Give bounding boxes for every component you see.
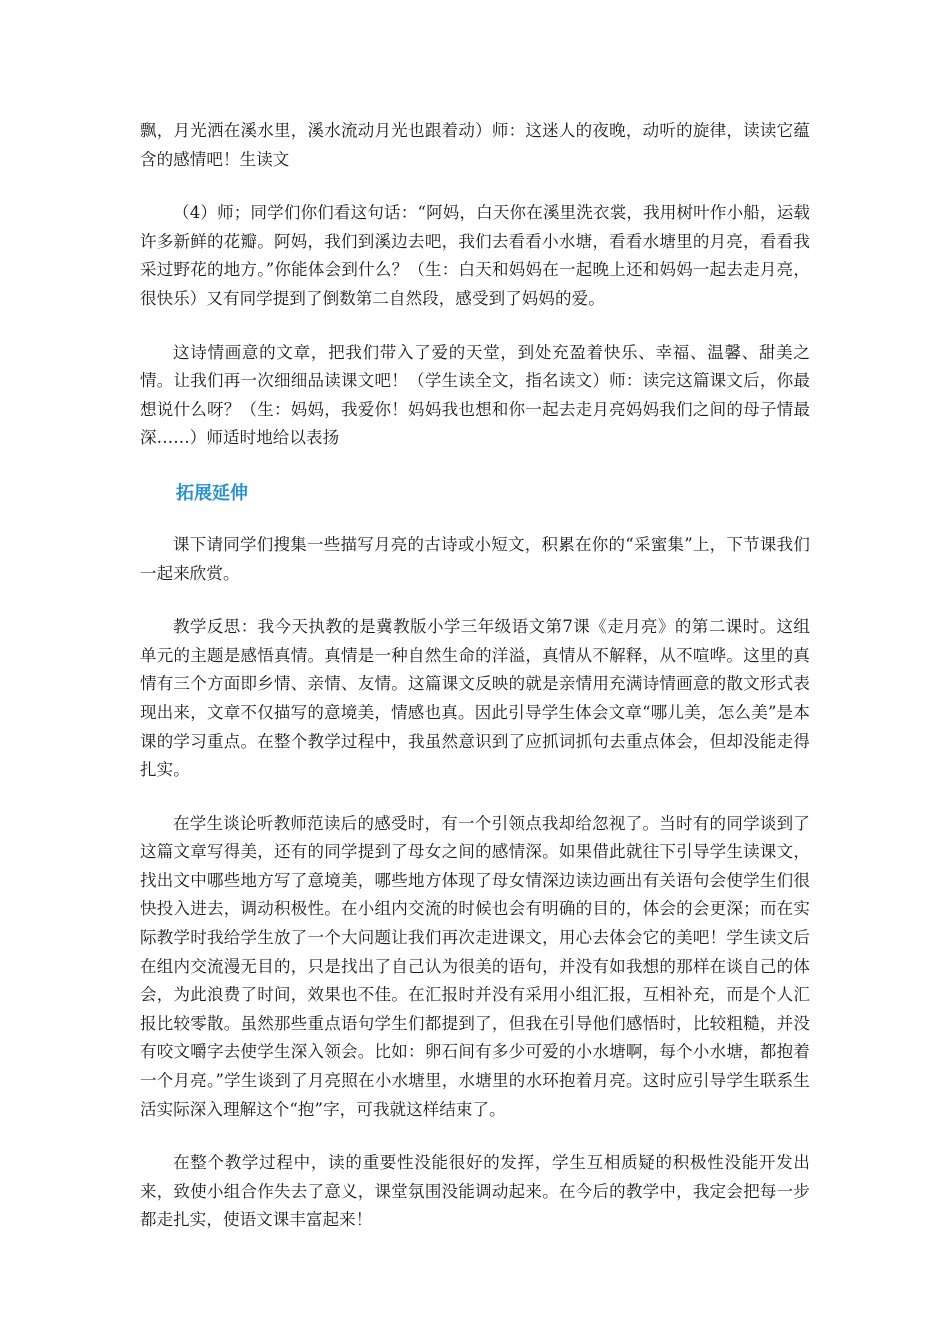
paragraph-summary: 这诗情画意的文章，把我们带入了爱的天堂，到处充盈着快乐、幸福、温馨、甜美之情。让我们再一次细细品读课文吧！（学生读全文，指名读文）师：读完这篇课文后，你最想说什么呀？（生：妈妈，我爱你！妈妈我也想和你一起去走月亮妈妈我们之间的母子情最深……）师适时地给以表扬 <box>140 342 810 448</box>
paragraph-continuation: 飘，月光洒在溪水里，溪水流动月光也跟着动）师：这迷人的夜晚，动听的旋律，读读它蕴含的感情吧！生读文 <box>140 121 810 169</box>
section-heading-extension: 拓展延伸 <box>176 482 248 504</box>
paragraph-step-4: （4）师；同学们你们看这句话：“阿妈，白天你在溪里洗衣裳，我用树叶作小船，运载许多新鲜的花瓣。阿妈，我们到溪边去吧，我们去看看小水塘，看看水塘里的月亮，看看我采过野花的地方。”你能体会到什么？（生：白天和妈妈在一起晚上还和妈妈一起去走月亮，很快乐）又有同学提到了倒数第二自然段，感受到了妈妈的爱。 <box>140 203 810 308</box>
paragraph-reflection: 教学反思：我今天执教的是冀教版小学三年级语文第7课《走月亮》的第二课时。这组单元的主题是感悟真情。真情是一种自然生命的洋溢，真情从不解释，从不喧哗。这里的真情有三个方面即乡情、亲情、友情。这篇课文反映的就是亲情用充满诗情画意的散文形式表现出来，文章不仅描写的意境美，情感也真。因此引导学生体会文章“哪儿美，怎么美”是本课的学习重点。在整个教学过程中，我虽然意识到了应抓词抓句去重点体会，但却没能走得扎实。 <box>140 617 810 780</box>
paragraph-homework: 课下请同学们搜集一些描写月亮的古诗或小短文，积累在你的“采蜜集”上，下节课我们一起来欣赏。 <box>140 534 810 583</box>
paragraph-reflection-detail: 在学生谈论听教师范读后的感受时，有一个引领点我却给忽视了。当时有的同学谈到了这篇文章写得美，还有的同学提到了母女之间的感情深。如果借此就往下引导学生读课文，找出文中哪些地方写了意境美，哪些地方体现了母女情深边读边画出有关语句会使学生们很快投入进去，调动积极性。在小组内交流的时候也会有明确的目的，体会的会更深；而在实际教学时我给学生放了一个大问题让我们再次走进课文，用心去体会它的美吧！学生读文后在组内交流漫无目的，只是找出了自己认为很美的语句，并没有如我想的那样在谈自己的体会，为此浪费了时间，效果也不佳。在汇报时并没有采用小组汇报，互相补充，而是个人汇报比较零散。虽然那些重点语句学生们都提到了，但我在引导他们感悟时，比较粗糙，并没有咬文嚼字去使学生深入领会。比如：卵石间有多少可爱的小水塘啊，每个小水塘，都抱着一个月亮。”学生谈到了月亮照在小水塘里，水塘里的水环抱着月亮。这时应引导学生联系生活实际深入理解这个“抱”字，可我就这样结束了。 <box>140 813 810 1119</box>
paragraph-conclusion: 在整个教学过程中，读的重要性没能很好的发挥，学生互相质疑的积极性没能开发出来，致使小组合作失去了意义，课堂氛围没能调动起来。在今后的教学中，我定会把每一步都走扎实，使语文课丰富起来！ <box>140 1153 810 1230</box>
document-body <box>140 117 810 1235</box>
